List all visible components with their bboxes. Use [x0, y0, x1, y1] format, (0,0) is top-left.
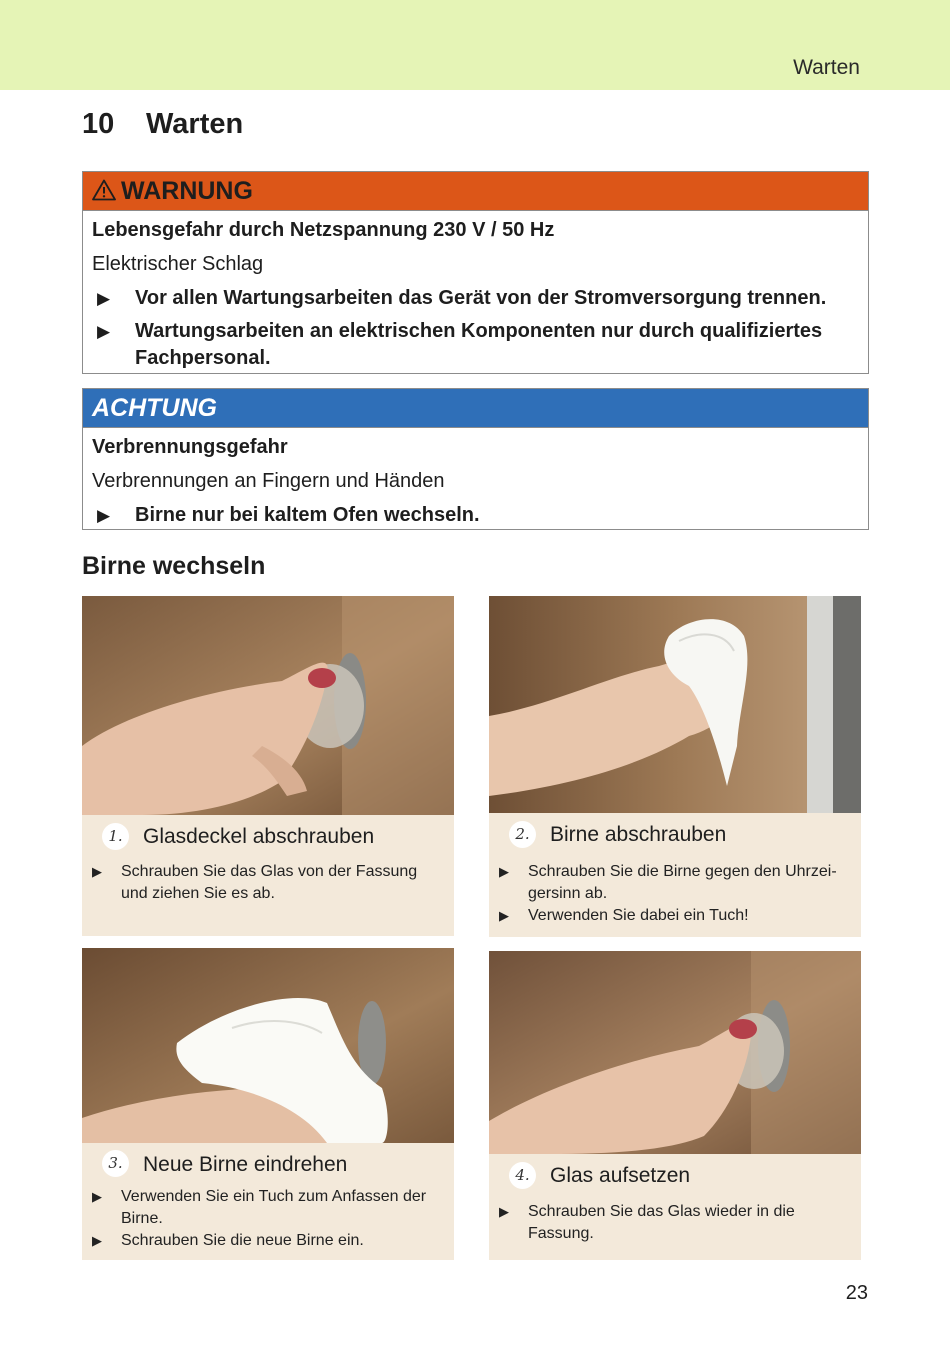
list-item: ▶ Wartungsarbeiten an elektrischen Komponenten nur durch qualifiziertes Fachpersonal.: [97, 320, 823, 369]
step-number-badge: 4.: [509, 1162, 536, 1189]
step-title: Glas aufsetzen: [550, 1164, 691, 1187]
triangle-right-icon: ▶: [92, 1233, 102, 1248]
step-number-badge: 2.: [509, 821, 536, 848]
caution-consequence: Verbrennungen an Fingern und Händen: [92, 470, 445, 492]
step-number-badge: 1.: [102, 823, 129, 850]
chapter-heading: [82, 108, 243, 141]
step-caption-2: [489, 813, 861, 937]
triangle-right-icon: ▶: [499, 864, 509, 879]
triangle-right-icon: ▶: [499, 908, 509, 923]
caution-header: [83, 389, 868, 428]
list-item: ▶ Schrauben Sie das Glas von der Fassung und ziehen Sie es ab.: [92, 863, 418, 902]
step-title: Glasdeckel abschrauben: [143, 825, 375, 848]
step-number-badge: 3.: [102, 1150, 129, 1177]
step-bullets: [92, 1186, 446, 1252]
step-caption-4: [489, 1154, 861, 1260]
step-photo-2: [489, 596, 861, 813]
caution-label: ACHTUNG: [92, 394, 217, 422]
step-bullets: [499, 1201, 853, 1245]
list-item: ▶ Schrauben Sie die neue Birne ein.: [92, 1230, 446, 1252]
step-photo-1: [82, 596, 454, 815]
step-bullets: [499, 861, 853, 927]
page-number: 23: [845, 1282, 868, 1304]
list-item: ▶ Schrauben Sie die Birne gegen den Uhrzei-gersinn ab.: [499, 863, 837, 902]
warning-actions: [92, 285, 859, 372]
step-card-3: [82, 948, 454, 1260]
triangle-right-icon: ▶: [97, 322, 111, 341]
warning-consequence: Elektrischer Schlag: [92, 253, 264, 275]
running-title: Warten: [793, 56, 860, 79]
list-item: ▶ Schrauben Sie das Glas wieder in die Fassung.: [499, 1203, 795, 1242]
chapter-title: Warten: [146, 108, 244, 140]
caution-actions: [92, 502, 859, 529]
warning-box: [82, 171, 869, 374]
warning-label: WARNUNG: [121, 177, 253, 205]
chapter-number: 10: [82, 108, 115, 140]
list-item: ▶ Vor allen Wartungsarbeiten das Gerät von der Stromversorgung trennen.: [92, 285, 859, 312]
step-caption-3: [82, 1143, 454, 1260]
triangle-right-icon: ▶: [97, 506, 111, 525]
step-card-4: [489, 951, 861, 1260]
step-card-2: [489, 596, 861, 937]
section-title: Birne wechseln: [82, 552, 266, 580]
caution-box: [82, 388, 869, 530]
list-item: ▶ Verwenden Sie dabei ein Tuch!: [499, 905, 853, 927]
step-card-1: [82, 596, 454, 936]
step-caption-1: [82, 815, 454, 936]
step-bullets: [92, 861, 446, 905]
list-item: ▶ Verwenden Sie ein Tuch zum Anfassen der Birne.: [92, 1188, 427, 1227]
triangle-right-icon: ▶: [97, 289, 111, 308]
triangle-right-icon: ▶: [92, 1189, 102, 1204]
triangle-right-icon: ▶: [92, 864, 102, 879]
warning-headline: Lebensgefahr durch Netzspannung 230 V / 50 Hz: [92, 219, 555, 241]
triangle-right-icon: ▶: [499, 1204, 509, 1219]
step-photo-4: [489, 951, 861, 1154]
warning-header: [83, 172, 868, 211]
step-photo-3: [82, 948, 454, 1143]
step-title: Birne abschrauben: [550, 823, 727, 846]
step-title: Neue Birne eindrehen: [143, 1153, 348, 1176]
warning-triangle-icon: [92, 179, 116, 201]
list-item: ▶ Birne nur bei kaltem Ofen wechseln.: [92, 502, 859, 529]
caution-headline: Verbrennungsgefahr: [92, 436, 288, 458]
